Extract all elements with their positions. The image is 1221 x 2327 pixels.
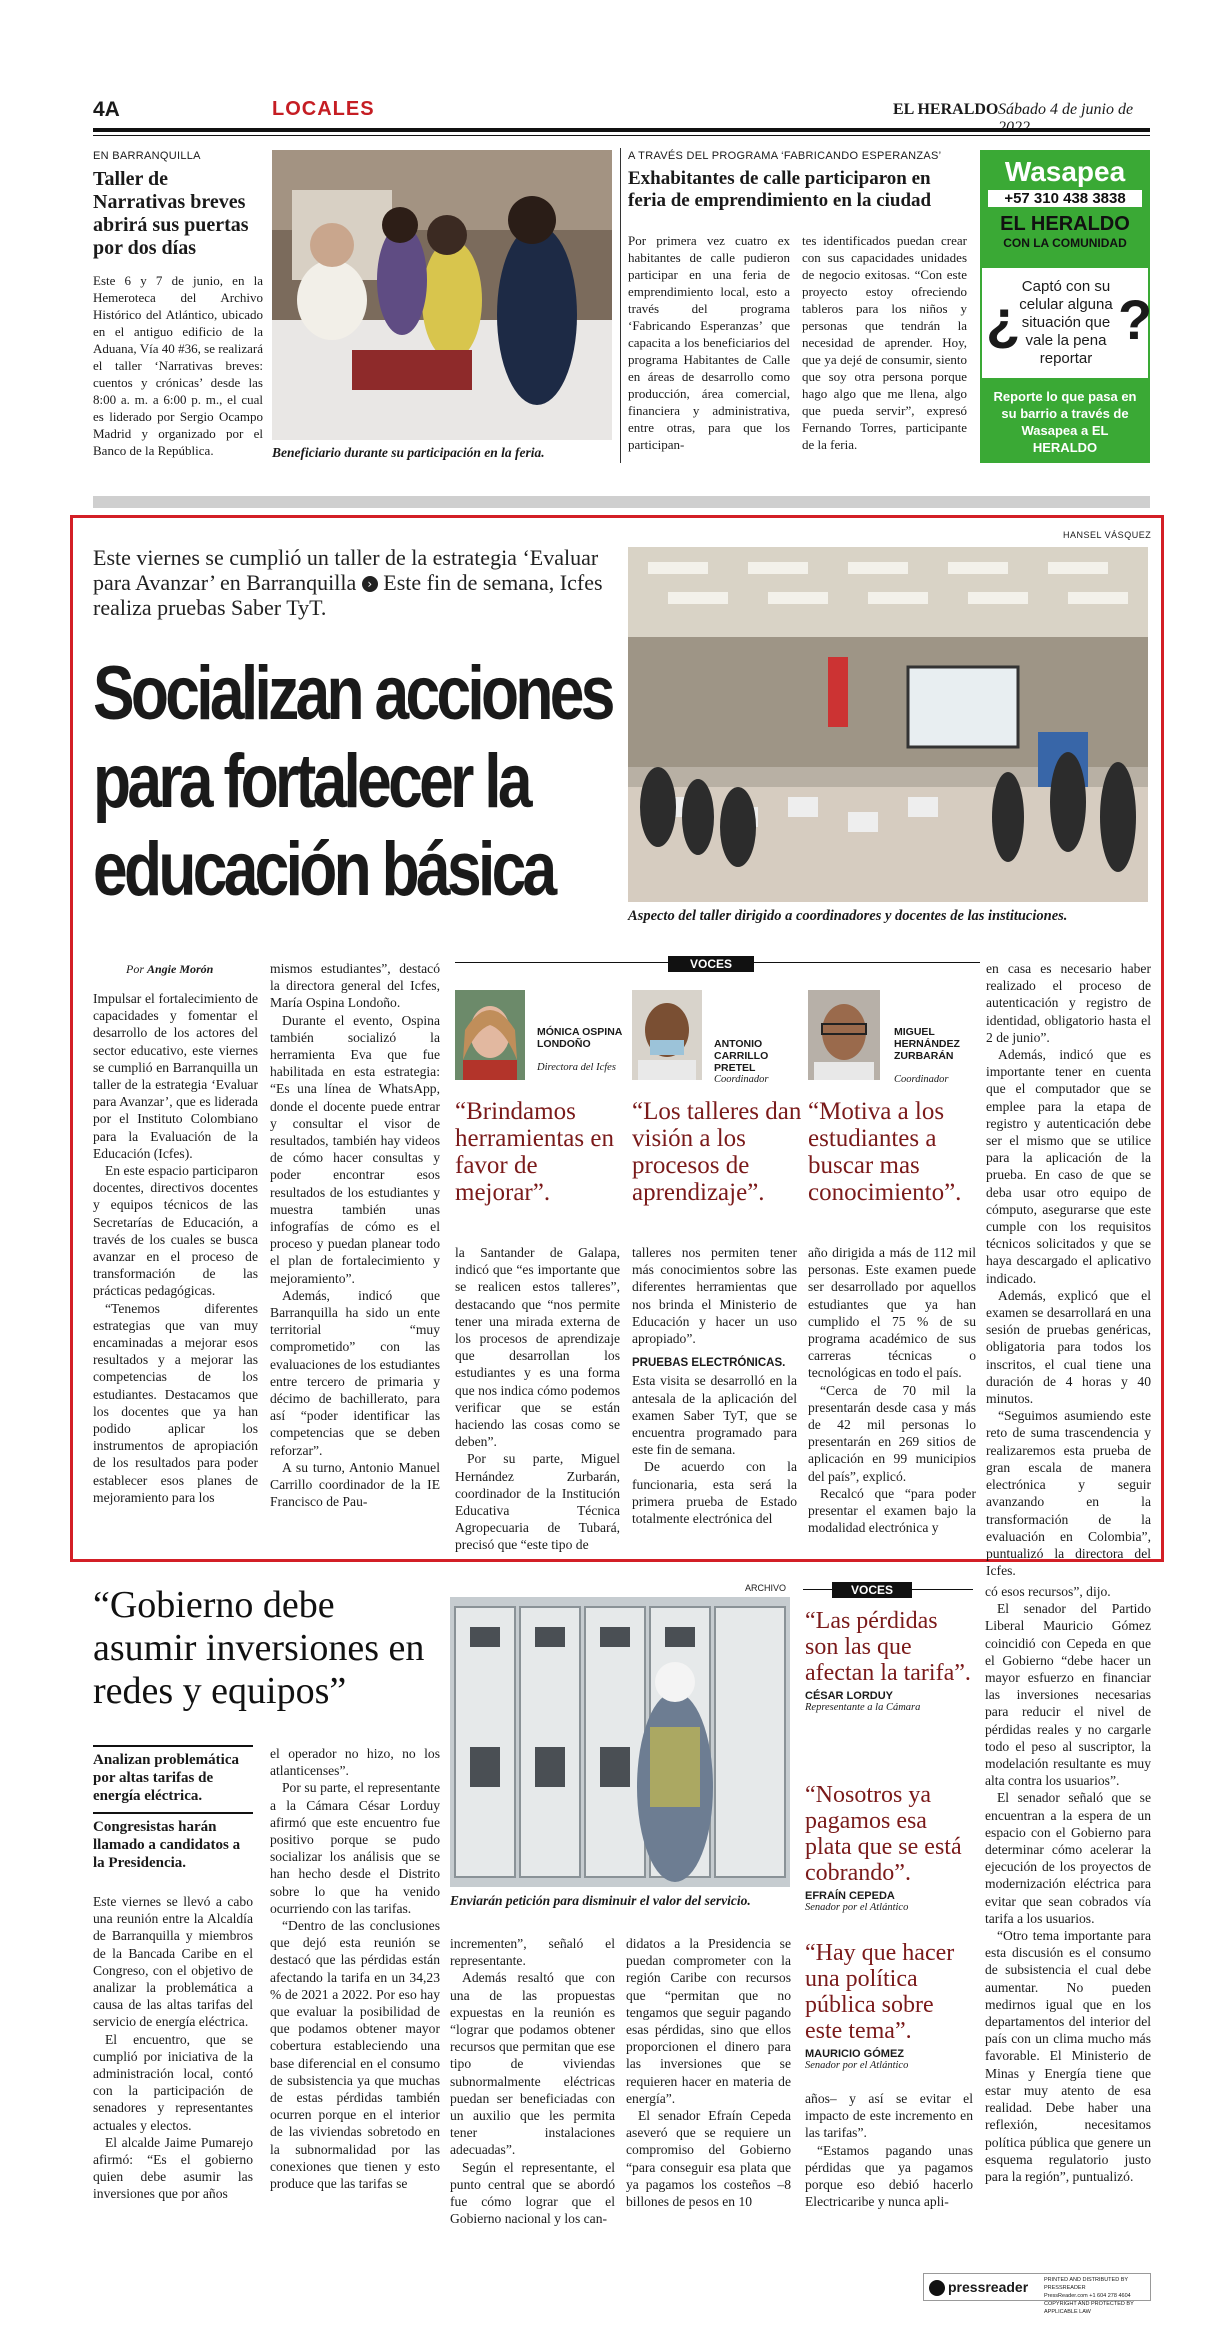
paragraph: Según el representante, el punto central que se abordó fue cómo lograr que el Gobierno nacional y los can- bbox=[450, 2159, 615, 2227]
paragraph: la Santander de Galapa, indicó que “es importante que se realicen estos talleres”, destacando que “nos permite tener una mirada externa de los procesos de aprendizaje que desarrollan los estudiantes y es una forma que nos indica cómo podemos verificar que se están haciendo las cosas como se deben”. bbox=[455, 1245, 620, 1450]
story-exhabitantes bbox=[628, 150, 968, 212]
voz-name: ANTONIO CARRILLO PRETEL bbox=[714, 1038, 769, 1074]
story-taller-narrativas bbox=[93, 150, 263, 459]
main-col-5 bbox=[808, 1244, 976, 1536]
voces-label: VOCES bbox=[668, 956, 754, 972]
voz-name: EFRAÍN CEPEDA bbox=[805, 1890, 895, 1902]
main-headline: Socializan acciones para fortalecer la educación básica bbox=[93, 651, 612, 912]
byline bbox=[126, 962, 213, 977]
ad-paper: EL HERALDO bbox=[1000, 213, 1130, 235]
paragraph: didatos a la Presidencia se puedan comprometer con la región Caribe con recursos que “permitan que no tengamos que seguir pagando esas pérdidas, sino que ellos proporcionen el dinero para las inversiones que se requieren hacer en materia de energía”. bbox=[626, 1936, 791, 2106]
story3-sub-text: Analizan problemática por altas tarifas de energía eléctrica. bbox=[93, 1752, 239, 1804]
story3-sub-2 bbox=[93, 1812, 253, 1872]
story3-sub-1 bbox=[93, 1745, 253, 1805]
photo-caption: Enviarán petición para disminuir el valor del servicio. bbox=[450, 1893, 751, 1908]
paragraph: “Cerca de 70 mil la presentarán desde casa y más de 42 mil personas lo presentarán en 269 sitios de aplicación en 99 municipios del país”, explicó. bbox=[808, 1382, 976, 1484]
voz-role: Representante a la Cámara bbox=[805, 1702, 921, 1713]
paragraph: el operador no hizo, no los atlanticenses”. bbox=[270, 1746, 440, 1779]
paragraph: El senador Efraín Cepeda aseveró que se requiere un compromiso del Gobierno “para conseguir esa plata que ya pagamos los costeños –8 billones de pesos en 10 bbox=[626, 2108, 791, 2210]
paragraph: años– y así se evitar el impacto de este incremento en las tarifas”. bbox=[805, 2091, 973, 2141]
paragraph: Recalcó que “para poder presentar el examen bajo la modalidad electrónica y bbox=[808, 1485, 976, 1536]
paragraph: Por su parte, Miguel Hernández Zurbarán, coordinador de la Institución Educativa Técnica Agropecuaria de Tubará, precisó que “este tipo de bbox=[455, 1451, 620, 1553]
photo-subestacion bbox=[450, 1597, 790, 1887]
main-col-6 bbox=[986, 960, 1151, 1579]
story3-col-1 bbox=[93, 1893, 253, 2203]
paragraph: Impulsar el fortalecimiento de capacidades y fomentar el desarrollo de los actores del sector educativo, este viernes se cumplió en Barranquilla un taller de la estrategia ‘Evaluar para Avanzar’, que es liderada por el Instituto Colombiano para la Evaluación de la Educación (Icfes). bbox=[93, 991, 258, 1161]
story3-col-6 bbox=[985, 1583, 1151, 2185]
paragraph: Por su parte, el representante a la Cámara César Lorduy afirmó que este encuentro fue positivo porque se pudo socializar los análisis que se han hecho desde el Distrito sobre lo que ha venido ocurriendo con las tarifas. bbox=[270, 1780, 440, 1916]
voz-role: Senador por el Atlántico bbox=[805, 1902, 909, 1913]
paragraph: “Seguimos asumiendo este reto de suma trascendencia y realizaremos esta prueba de gran escala de manera electrónica y seguir avanzando en la transformación de la evaluación en Colombia”, puntualizó la directora del Icfes. bbox=[986, 1408, 1151, 1579]
paragraph: có esos recursos”, dijo. bbox=[985, 1584, 1111, 1599]
voz-lorduy bbox=[805, 1608, 975, 1713]
main-col-4 bbox=[632, 1244, 797, 1527]
notice-line: PressReader.com +1 604 278 4604 bbox=[1044, 2293, 1131, 2299]
story-body: Este 6 y 7 de junio, en la Hemeroteca del Archivo Histórico del Atlántico, ubicado en el antiguo edificio de la Aduana, Vía 40 #36, se realizará el taller ‘Narrativas breves: cuentos y crónicas’ desde las 8:00 a. m. a 6:00 p. m., el cual es liderado por Sergio Ocampo Madrid y organizado por el Banco de la República. bbox=[93, 273, 263, 458]
paragraph bbox=[632, 1353, 797, 1372]
story-headline: Exhabitantes de calle participaron en feria de emprendimiento en la ciudad bbox=[628, 168, 932, 211]
voz-gomez bbox=[805, 1940, 975, 2071]
voz-name: MÓNICA OSPINA LONDOÑO bbox=[537, 1026, 622, 1050]
photo-feria-emprendimiento bbox=[272, 150, 612, 440]
photo-credit: ARCHIVO bbox=[745, 1583, 787, 1593]
main-col-3 bbox=[455, 1244, 620, 1554]
header-rule-thin bbox=[93, 135, 1150, 136]
paragraph: “Otro tema importante para esta discusión es el consumo de subsistencia el cual debe aumentar. No pueden medirnos igual que en los departamentos del interior del país con un clima mucho más favorable. El Ministerio de Minas y Energía tiene que estar muy atento de esa realidad. Debe haber una reflexión, necesitamos política pública que genere un esquema regulatorio justo para la región”, puntualizó. bbox=[985, 1928, 1151, 2184]
main-deck bbox=[93, 545, 613, 620]
paragraph: El encuentro, que se cumplió por iniciativa de la administración local, contó con la participación de senadores y representantes actuales y electos. bbox=[93, 2031, 253, 2133]
deck-text-a: Este viernes se cumplió un taller de la estrategia ‘Evaluar para Avanzar’ en Barranquilla bbox=[93, 545, 599, 595]
voz-quote: “Los talleres dan visión a los procesos de aprendizaje”. bbox=[632, 1098, 802, 1206]
pressreader-icon bbox=[929, 2280, 945, 2296]
wasapea-ad[interactable] bbox=[980, 150, 1153, 463]
paragraph: Además, indicó que Barranquilla ha sido un ente territorial “muy comprometido” con las evaluaciones de los estudiantes entre tercero de primaria y décimo de bachillerato, para así “poder identificar las competencias que se deben reforzar”. bbox=[270, 1287, 440, 1458]
voz-name: MIGUEL HERNÁNDEZ ZURBARÁN bbox=[894, 1026, 960, 1062]
voz-name: MAURICIO GÓMEZ bbox=[805, 2048, 904, 2060]
paragraph: El senador señaló que se encuentran a la espera de un espacio con el Gobierno para determinar cómo acelerar la ejecución de los proyectos de modernización eléctrica para evitar que sean cobrados vía tarifa a los usuarios. bbox=[985, 1790, 1151, 1926]
arrow-right-icon: › bbox=[362, 576, 378, 592]
voces-label: VOCES bbox=[832, 1582, 912, 1598]
voz-name: CÉSAR LORDUY bbox=[805, 1690, 894, 1702]
story-headline: Taller de Narrativas breves abrirá sus puertas por dos días bbox=[93, 168, 249, 259]
ad-question-mark-close: ? bbox=[1118, 288, 1153, 351]
paragraph: Durante el evento, Ospina también socializó la herramienta Eva que fue habilitada en esta estrategia: “Es una línea de WhatsApp, donde el docente puede entrar y consultar el visor de resultados, también hay videos de cómo hacer consultas y poder encontrar esos resultados de los estudiantes y muestra también unas infografías de cómo es el proceso y puedan planear todo el plan de fortalecimiento y mejoramiento”. bbox=[270, 1012, 440, 1286]
notice-line: PRINTED AND DISTRIBUTED BY PRESSREADER bbox=[1044, 2277, 1128, 2291]
byline-author: Angie Morón bbox=[147, 962, 214, 976]
byline-prefix: Por bbox=[126, 962, 144, 976]
paragraph: Además, explicó que el examen se desarrollará en una sesión de pruebas genéricas, obligatoria para todos los inscritos, el cual tiene una duración de 4 horas y 40 minutos. bbox=[986, 1287, 1151, 1407]
paragraph: “Estamos pagando unas pérdidas que ya pagamos porque eso debió hacerlo Electricaribe y nunca apli- bbox=[805, 2142, 973, 2210]
portrait-photo bbox=[808, 990, 880, 1080]
ad-brand: Wasapea bbox=[1004, 156, 1126, 187]
page-header bbox=[93, 98, 1150, 128]
paragraph: año dirigida a más de 112 mil personas. Este examen puede ser desarrollado por aquellos estudiantes que ya han cumplido el 75 % de su programa académico de sus carreras técnicas o tecnológicas en todo el país. bbox=[808, 1245, 976, 1381]
pressreader-badge[interactable] bbox=[923, 2273, 1151, 2315]
voz-quote: “Brindamos herramientas en favor de mejorar”. bbox=[455, 1098, 614, 1206]
story3-col-2 bbox=[270, 1745, 440, 2192]
paragraph: El senador del Partido Liberal Mauricio Gómez coincidió con Cepeda en que el Gobierno “debe hacer un mayor esfuerzo en financiar las inversiones necesarias para reducir el nivel de pérdidas reales y no cargarle todo el peso al suscriptor, la modelación resultante es muy alta contra los usuarios”. bbox=[985, 1601, 1151, 1789]
ad-question-mark: ¿ bbox=[986, 288, 1021, 351]
story-col-1: Por primera vez cuatro ex habitantes de calle pudieron participar en una feria de emprendimiento local, esto a través del programa ‘Fabricando Esperanzas’ que capacita a los beneficiarios del programa Habitantes de Calle en áreas de desarrollo como producción, área comercial, financiera y administrativa, entre otras, para que los participan- bbox=[628, 233, 790, 452]
story3-col-4 bbox=[626, 1935, 791, 2210]
pressreader-brand: pressreader bbox=[948, 2279, 1029, 2295]
ad-phone: +57 310 438 3838 bbox=[988, 190, 1142, 207]
voz-quote: “Motiva a los estudiantes a buscar mas conocimiento”. bbox=[808, 1098, 962, 1206]
voz-role: Directora del Icfes bbox=[537, 1062, 616, 1073]
paragraph: Esta visita se desarrolló en la antesala de la aplicación del examen Saber TyT, que se encuentra programado para este fin de semana. bbox=[632, 1373, 797, 1458]
voz-role: Senador por el Atlántico bbox=[805, 2060, 909, 2071]
story-kicker: A TRAVÉS DEL PROGRAMA ‘FABRICANDO ESPERANZAS’ bbox=[628, 150, 942, 162]
paragraph: En este espacio participaron docentes, directivos docentes y equipos técnicos de las Secretarías de Educación, a través de los cuales se busca avanzar en el proceso de transformación de las prácticas pedagógicas. bbox=[93, 1163, 258, 1299]
section-name: LOCALES bbox=[272, 98, 375, 120]
portrait-photo bbox=[455, 990, 525, 1080]
column-divider bbox=[620, 148, 621, 463]
paragraph: “Dentro de las conclusiones que dejó esta reunión se destacó que las pérdidas están afectando la tarifa en un 34,23 % de 2021 a 2022. Por eso hay que evaluar la posibilidad de que podamos obtener mayor cobertura estableciendo una base diferencial en el consumo de subsistencia ya que muchas de estas pérdidas también ocurren porque en el interior de las viviendas sobretodo en la subnormalidad por las conexiones que tienen y esto produce que las tarifas se bbox=[270, 1918, 440, 2192]
paragraph: Además, indicó que es importante tener en cuenta que el computador que se emplee para la etapa de registro y autenticación debe ser el mismo que se utilice para la aplicación de la prueba. En caso de que se deba usar otro equipo de cómputo, asegurarse que este cumple con los requisitos técnicos solicitados y que se haya descargado el aplicativo indicado. bbox=[986, 1047, 1151, 1286]
notice-line: COPYRIGHT AND PROTECTED BY APPLICABLE LAW bbox=[1044, 2301, 1134, 2315]
photo-credit: HANSEL VÁSQUEZ bbox=[1063, 530, 1152, 540]
photo-caption: Beneficiario durante su participación en la feria. bbox=[272, 445, 545, 460]
ad-header bbox=[982, 152, 1148, 268]
issue-date: Sábado 4 de junio de bbox=[998, 101, 1134, 118]
paragraph: incrementen”, señaló el representante. bbox=[450, 1936, 615, 1969]
voz-quote: “Nosotros ya pagamos esa plata que se está cobrando”. bbox=[805, 1782, 962, 1886]
story3-col-3 bbox=[450, 1935, 615, 2227]
story-col-2: tes identificados puedan crear con sus capacidades unidades de negocio exitosas. “Con este proyecto estoy ofreciendo tableros para los niños y personas que tendrán la necesidad de aprender. Hoy, que ya dejé de consumir, siento que soy otra persona porque hago algo que me llena, algo que pueda servir”, expresó Fernando Torres, participante de la feria. bbox=[802, 233, 967, 452]
ad-cta[interactable]: Reporte lo que pasa en su barrio a través de Wasapea a EL HERALDO bbox=[982, 378, 1148, 461]
story3-sub-text: Congresistas harán llamado a candidatos a la Presidencia. bbox=[93, 1819, 241, 1871]
paragraph: De acuerdo con la funcionaria, esta será la primera prueba de Estado totalmente electrónica del bbox=[632, 1459, 797, 1527]
section-separator bbox=[93, 496, 1150, 508]
paragraph: mismos estudiantes”, destacó la directora general del Icfes, María Ospina Londoño. bbox=[270, 961, 440, 1011]
voz-quote: “Las pérdidas son las que afectan la tarifa”. bbox=[805, 1608, 971, 1686]
paragraph: “Tenemos diferentes estrategias que van muy encaminadas a mejorar esos resultados y a mejorar las competencias de los estudiantes. Destacamos que los docentes que ya han podido aplicar los instrumentos de apropiación de los resultados para poder establecer esos planes de mejoramiento para los bbox=[93, 1300, 258, 1505]
story3-col-5 bbox=[805, 2090, 973, 2210]
ad-question: Captó con su celular alguna situación que vale la pena reportar bbox=[1019, 278, 1113, 367]
paragraph: El alcalde Jaime Pumarejo afirmó: “Es el gobierno quien debe asumir las inversiones que por años bbox=[93, 2134, 253, 2202]
paragraph: Este viernes se llevó a cabo una reunión entre la Alcaldía de Barranquilla y miembros de la Bancada Caribe en el Congreso, con el objetivo de analizar la problemática a causa de las altas tarifas del servicio de energía eléctrica. bbox=[93, 1894, 253, 2030]
pressreader-notice bbox=[1044, 2276, 1150, 2316]
deck-text-b: Este fin de semana, Icfes realiza pruebas Saber TyT. bbox=[93, 570, 603, 620]
main-col-2 bbox=[270, 960, 440, 1511]
story-kicker: EN BARRANQUILLA bbox=[93, 150, 201, 162]
subhead: PRUEBAS ELECTRÓNICAS. bbox=[632, 1357, 786, 1370]
voz-quote: “Hay que hacer una política pública sobre este tema”. bbox=[805, 1940, 955, 2044]
voz-cepeda bbox=[805, 1782, 975, 1913]
paragraph: talleres nos permiten tener más conocimientos sobre las diferentes herramientas que nos brinda el Ministerio de Educación y hacer un uso apropiado”. bbox=[632, 1245, 797, 1347]
photo-taller-icfes bbox=[628, 547, 1148, 902]
masthead-name: EL HERALDO bbox=[893, 101, 999, 118]
paragraph: A su turno, Antonio Manuel Carrillo coordinador de la IE Francisco de Pau- bbox=[270, 1459, 440, 1510]
photo-caption: Aspecto del taller dirigido a coordinadores y docentes de las instituciones. bbox=[628, 908, 1068, 924]
main-col-1 bbox=[93, 990, 258, 1506]
story3-headline: “Gobierno debe asumir inversiones en redes y equipos” bbox=[93, 1584, 425, 1712]
page-number: 4A bbox=[93, 98, 120, 121]
voz-role: Coordinador bbox=[714, 1074, 769, 1085]
portrait-photo bbox=[632, 990, 702, 1080]
ad-community: CON LA COMUNIDAD bbox=[1003, 236, 1127, 250]
header-rule bbox=[93, 128, 1150, 132]
paragraph: en casa es necesario haber realizado el proceso de autenticación y registro de identidad, obligatorio hasta el 2 de junio”. bbox=[986, 961, 1151, 1045]
paragraph: Además resaltó que con una de las propuestas expuestas en la reunión es “lograr que podamos obtener recursos que permitan que ese tipo de viviendas subnormalmente eléctricas puedan ser beneficiadas con un auxilio que les permita tener instalaciones adecuadas”. bbox=[450, 1970, 615, 2158]
voz-role: Coordinador bbox=[894, 1074, 949, 1085]
